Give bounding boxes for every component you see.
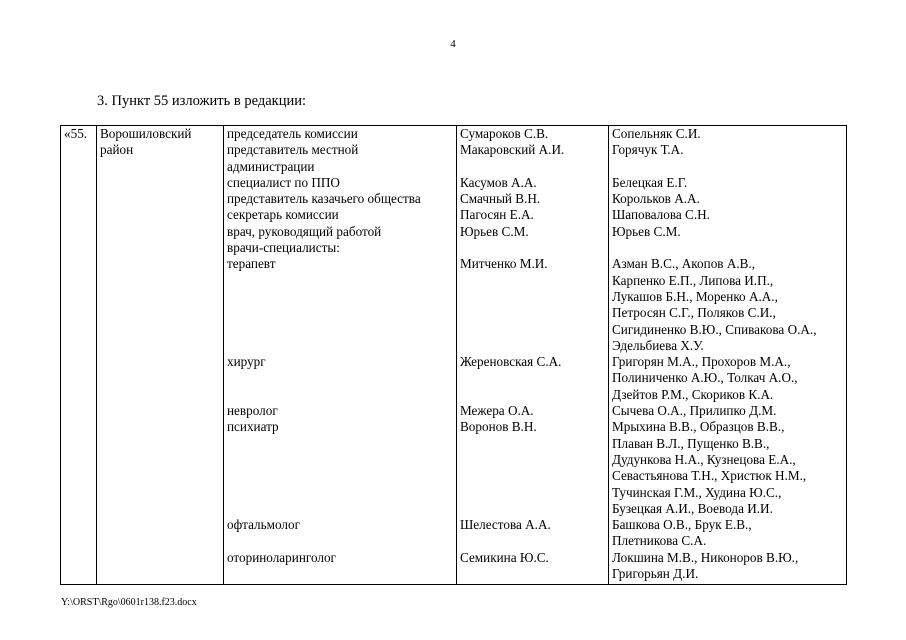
members-cell [457, 126, 609, 585]
role-line: представитель местной [227, 142, 359, 158]
reserve-line: Лукашов Б.Н., Моренко А.А., [612, 288, 778, 304]
member-name: Пагосян Е.А. [460, 207, 534, 223]
member-group [460, 175, 605, 191]
reserve-group [612, 207, 843, 223]
member-name: Семикина Ю.С. [460, 549, 549, 565]
reserve-group [612, 419, 843, 517]
member-group [460, 256, 605, 354]
reserves-cell [609, 126, 847, 585]
item-number: «55. [64, 126, 88, 141]
reserve-group [612, 403, 843, 419]
role-line: оториноларинголог [227, 549, 336, 565]
district-cell [97, 126, 224, 585]
role-line: секретарь комиссии [227, 207, 339, 223]
member-name: Митченко М.И. [460, 256, 548, 272]
reserve-line: Севастьянова Т.Н., Христюк Н.М., [612, 468, 807, 484]
role-group [227, 224, 453, 257]
commission-table [60, 125, 847, 585]
reserve-line: Башкова О.В., Брук Е.В., [612, 517, 752, 533]
member-name: Касумов А.А. [460, 174, 537, 190]
role-line: представитель казачьего общества [227, 191, 421, 207]
reserve-line: Шаповалова С.Н. [612, 207, 710, 223]
reserve-group [612, 126, 843, 142]
file-path-footer: Y:\ORST\Rgo\0601r138.f23.docx [61, 597, 197, 608]
member-group [460, 191, 605, 207]
role-group [227, 517, 453, 550]
reserve-group [612, 256, 843, 354]
member-group [460, 126, 605, 142]
role-group [227, 550, 453, 583]
reserve-group [612, 354, 843, 403]
member-group [460, 224, 605, 257]
reserve-line: Сычева О.А., Прилипко Д.М. [612, 403, 777, 419]
role-group [227, 403, 453, 419]
reserve-line: Эдельбиева Х.У. [612, 337, 704, 353]
reserve-line: Бузецкая А.И., Воевода И.И. [612, 500, 773, 516]
role-group [227, 256, 453, 354]
reserve-line: Карпенко Е.П., Липова И.П., [612, 272, 774, 288]
reserve-group [612, 517, 843, 550]
member-group [460, 517, 605, 550]
member-name: Макаровский А.И. [460, 142, 565, 158]
reserve-line: Азман В.С., Акопов А.В., [612, 256, 756, 272]
reserve-line: Тучинская Г.М., Худина Ю.С., [612, 484, 782, 500]
reserve-line: Белецкая Е.Г. [612, 174, 688, 190]
role-line: администрации [227, 158, 315, 174]
district-line: район [100, 142, 134, 158]
member-group [460, 403, 605, 419]
role-line: терапевт [227, 256, 276, 272]
reserve-group [612, 191, 843, 207]
role-group [227, 142, 453, 175]
role-group [227, 126, 453, 142]
reserve-line: Дудункова Н.А., Кузнецова Е.А., [612, 451, 796, 467]
member-name: Воронов В.Н. [460, 419, 537, 435]
member-group [460, 354, 605, 403]
table-row [61, 126, 847, 585]
reserve-line: Григорян М.А., Прохоров М.А., [612, 354, 791, 370]
role-line: невролог [227, 403, 278, 419]
reserve-line: Сопельняк С.И. [612, 126, 701, 141]
member-name: Смачный В.Н. [460, 191, 541, 207]
role-line: врач, руководящий работой [227, 223, 382, 239]
role-line: врачи-специалисты: [227, 240, 340, 256]
reserve-line: Петросян С.Г., Поляков С.И., [612, 305, 776, 321]
reserve-line: Юрьев С.М. [612, 223, 681, 239]
reserve-line: Полиниченко А.Ю., Толкач А.О., [612, 370, 798, 386]
reserve-line: Горячук Т.А. [612, 142, 684, 158]
member-name: Юрьев С.М. [460, 223, 529, 239]
page-number: 4 [450, 38, 456, 50]
role-group [227, 419, 453, 517]
member-group [460, 550, 605, 583]
role-group [227, 175, 453, 191]
reserve-group [612, 175, 843, 191]
member-name: Межера О.А. [460, 403, 534, 419]
role-line: специалист по ППО [227, 174, 340, 190]
reserve-group [612, 550, 843, 583]
section-heading: 3. Пункт 55 изложить в редакции: [97, 93, 307, 109]
role-group [227, 354, 453, 403]
reserve-line: Плаван В.Л., Пущенко В.В., [612, 435, 770, 451]
reserve-line: Локшина М.В., Никоноров В.Ю., [612, 549, 799, 565]
role-group [227, 191, 453, 207]
role-line: председатель комиссии [227, 126, 358, 141]
reserve-line: Мрыхина В.В., Образцов В.В., [612, 419, 785, 435]
role-group [227, 207, 453, 223]
reserve-line: Корольков А.А. [612, 191, 700, 207]
reserve-group [612, 224, 843, 257]
reserve-line: Григорьян Д.И. [612, 566, 699, 582]
reserve-line: Дзейтов Р.М., Скориков К.А. [612, 386, 774, 402]
member-group [460, 419, 605, 517]
item-number-cell [61, 126, 97, 585]
member-name: Шелестова А.А. [460, 517, 551, 533]
role-line: офтальмолог [227, 517, 300, 533]
reserve-group [612, 142, 843, 175]
role-line: хирург [227, 354, 266, 370]
member-name: Сумароков С.В. [460, 126, 549, 141]
role-line: психиатр [227, 419, 279, 435]
reserve-line: Сигидиненко В.Ю., Спивакова О.А., [612, 321, 817, 337]
member-group [460, 142, 605, 175]
district-line: Ворошиловский [100, 126, 192, 141]
roles-cell [224, 126, 457, 585]
reserve-line: Плетникова С.А. [612, 533, 707, 549]
member-name: Жереновская С.А. [460, 354, 562, 370]
member-group [460, 207, 605, 223]
